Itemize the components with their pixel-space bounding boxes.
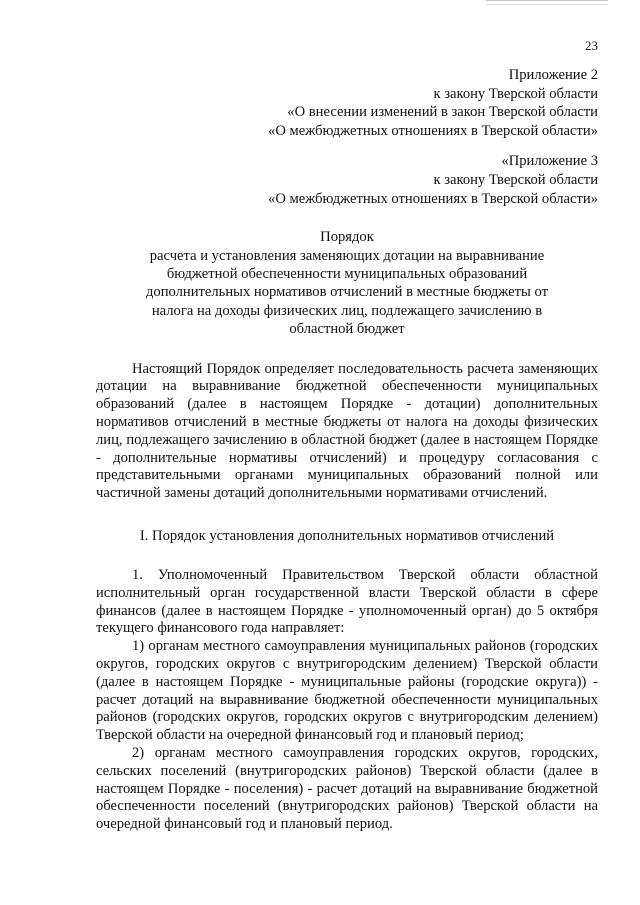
title-line: налога на доходы физических лиц, подлежащего зачислению в	[151, 302, 543, 319]
appendix-2-line: к закону Тверской области	[433, 85, 598, 102]
appendix-3-line: к закону Тверской области	[433, 171, 598, 188]
item-1-subitem-1: 1) органам местного самоуправления муниципальных районов (городских округов, городских округов с внутригородским делением) Тверской области (далее в настоящем Порядке - муниципальные районы (городские округа)) - расчет дотаций на выравнивание бюджетной обеспеченности муниципальных районов (городских округов, городских округов с внутригородским делением) Тверской области на очередной финансовый год и плановый период;	[96, 638, 598, 744]
appendix-2-header	[96, 66, 598, 140]
appendix-3-line: «О межбюджетных отношениях в Тверской области»	[268, 190, 598, 207]
title-line: бюджетной обеспеченности муниципальных образований	[166, 265, 528, 282]
title-line: расчета и установления заменяющих дотации на выравнивание	[149, 247, 545, 264]
title-line: Порядок	[320, 229, 374, 246]
scan-edge-mark	[486, 0, 608, 5]
page-number: 23	[585, 38, 598, 53]
appendix-2-line: «О внесении изменений в закон Тверской области	[287, 104, 598, 121]
intro-paragraph: Настоящий Порядок определяет последовательность расчета заменяющих дотации на выравнивание бюджетной обеспеченности муниципальных образований (далее в настоящем Порядке - дотации) дополнительных нормативов отчислений в местные бюджеты от налога на доходы физических лиц, подлежащего зачислению в областной бюджет (далее в настоящем Порядке - дополнительные нормативы отчислений) и процедуру согласования с представительными органами муниципальных образований полной или частичной замены дотаций дополнительными нормативами отчислений.	[96, 360, 598, 502]
appendix-3-header	[96, 152, 598, 208]
appendix-3-line: «Приложение 3	[501, 153, 598, 170]
document-body	[96, 66, 598, 834]
title-line: областной бюджет	[289, 321, 405, 338]
appendix-2-line: Приложение 2	[508, 67, 598, 83]
document-title	[96, 228, 598, 338]
item-1-paragraph: 1. Уполномоченный Правительством Тверской области областной исполнительный орган государственной власти Тверской области в сфере финансов (далее в настоящем Порядке - уполномоченный орган) до 5 октября текущего финансового года направляет:	[96, 566, 598, 637]
appendix-2-line: «О межбюджетных отношениях в Тверской области»	[268, 122, 598, 139]
item-1-subitem-2: 2) органам местного самоуправления городских округов, городских, сельских поселений (внутригородских районов) Тверской области (далее в настоящем Порядке - поселения) - расчет дотаций на выравнивание бюджетной обеспеченности поселений (внутригородских районов) Тверской области на очередной финансовый год и плановый период.	[96, 744, 598, 833]
title-line: дополнительных нормативов отчислений в местные бюджеты от	[146, 284, 548, 301]
section-1-heading: I. Порядок установления дополнительных нормативов отчислений	[139, 527, 555, 544]
